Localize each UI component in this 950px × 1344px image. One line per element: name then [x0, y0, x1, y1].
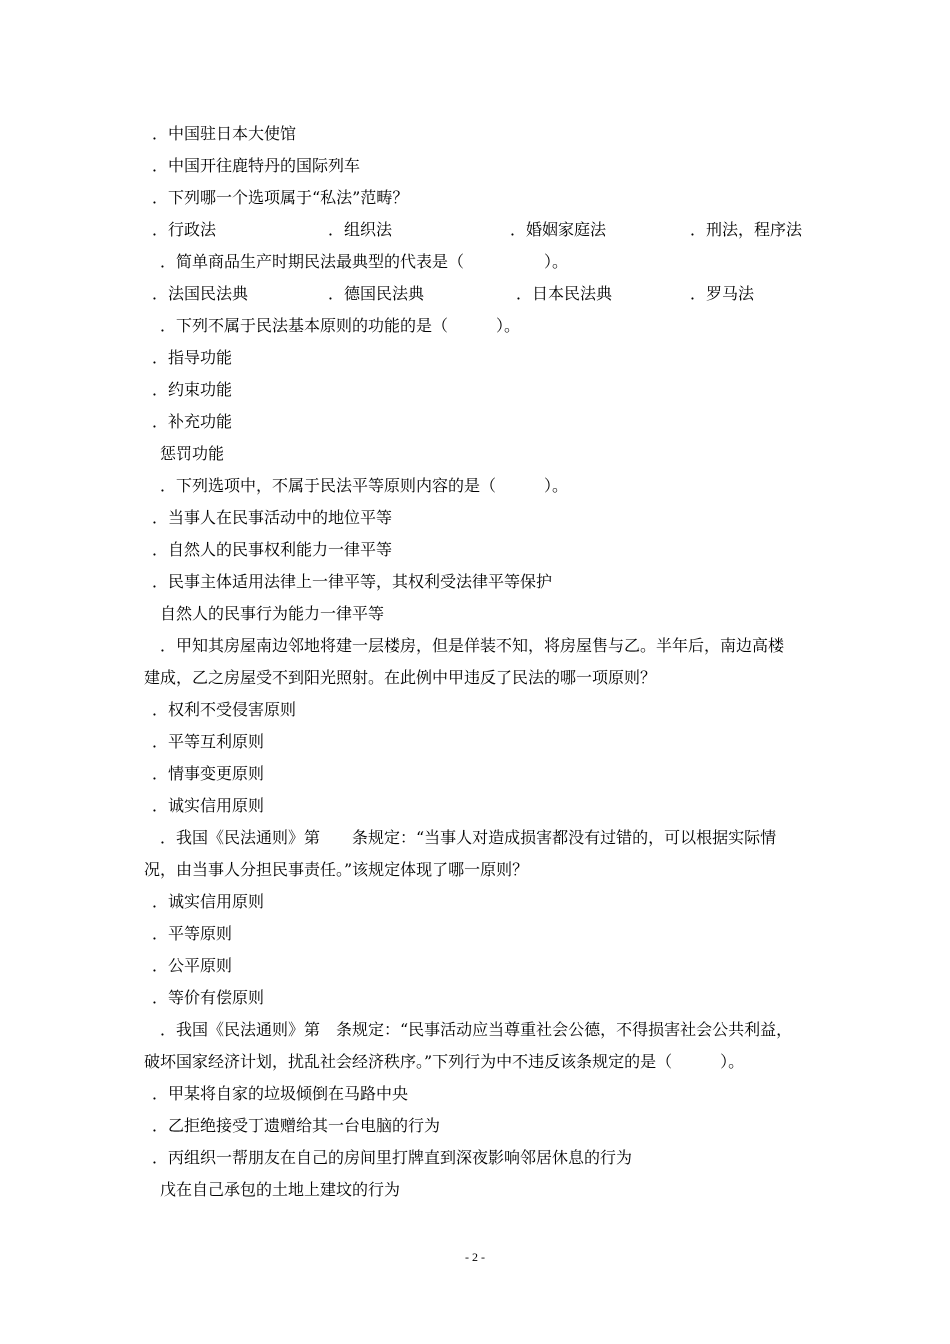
text-line: ．约束功能 [152, 380, 233, 399]
option-item: ．行政法 [152, 220, 217, 239]
option-item: ．罗马法 [690, 284, 755, 303]
text-line: 惩罚功能 [160, 444, 225, 463]
text-line: ．甲知其房屋南边邻地将建一层楼房，但是佯装不知，将房屋售与乙。半年后，南边高楼 [160, 636, 785, 655]
text-line: ．我国《民法通则》第 条规定：“当事人对造成损害都没有过错的，可以根据实际情 [160, 828, 777, 847]
text-line: 戊在自己承包的土地上建坟的行为 [160, 1180, 401, 1199]
text-line: ．下列不属于民法基本原则的功能的是（ ）。 [160, 316, 521, 335]
text-line: ．当事人在民事活动中的地位平等 [152, 508, 393, 527]
text-line: 况，由当事人分担民事责任。”该规定体现了哪一原则？ [144, 860, 529, 879]
text-line: ．中国驻日本大使馆 [152, 124, 297, 143]
text-line: ．指导功能 [152, 348, 233, 367]
text-line: ．中国开往鹿特丹的国际列车 [152, 156, 361, 175]
option-item: ．法国民法典 [152, 284, 249, 303]
text-line: 自然人的民事行为能力一律平等 [160, 604, 385, 623]
option-item: ．德国民法典 [328, 284, 425, 303]
text-line: ．诚实信用原则 [152, 796, 265, 815]
text-line: ．民事主体适用法律上一律平等，其权利受法律平等保护 [152, 572, 553, 591]
text-line: ．公平原则 [152, 956, 233, 975]
text-line: ．补充功能 [152, 412, 233, 431]
page-number: - 2 - [465, 1250, 485, 1264]
text-line: ．下列选项中，不属于民法平等原则内容的是（ ）。 [160, 476, 569, 495]
text-line: ．我国《民法通则》第 条规定：“民事活动应当尊重社会公德，不得损害社会公共利益， [160, 1020, 793, 1039]
text-line: ．平等互利原则 [152, 732, 265, 751]
text-line: ．自然人的民事权利能力一律平等 [152, 540, 393, 559]
text-line: ．情事变更原则 [152, 764, 265, 783]
text-line: ．简单商品生产时期民法最典型的代表是（ ）。 [160, 252, 569, 271]
text-line: 破坏国家经济计划，扰乱社会经济秩序。”下列行为中不违反该条规定的是（ ）。 [144, 1052, 745, 1071]
text-line: ．平等原则 [152, 924, 233, 943]
option-item: ．婚姻家庭法 [510, 220, 607, 239]
text-line: ．丙组织一帮朋友在自己的房间里打牌直到深夜影响邻居休息的行为 [152, 1148, 633, 1167]
text-line: ．乙拒绝接受丁遗赠给其一台电脑的行为 [152, 1116, 441, 1135]
text-line: ．诚实信用原则 [152, 892, 265, 911]
option-item: ．刑法，程序法 [690, 220, 803, 239]
text-line: ．权利不受侵害原则 [152, 700, 297, 719]
text-line: 建成，乙之房屋受不到阳光照射。在此例中甲违反了民法的哪一项原则？ [144, 668, 657, 687]
text-line: ．等价有偿原则 [152, 988, 265, 1007]
option-item: ．组织法 [328, 220, 393, 239]
text-line: ．甲某将自家的垃圾倾倒在马路中央 [152, 1084, 409, 1103]
option-item: ．日本民法典 [516, 284, 613, 303]
text-line: ．下列哪一个选项属于“私法”范畴？ [152, 188, 409, 207]
